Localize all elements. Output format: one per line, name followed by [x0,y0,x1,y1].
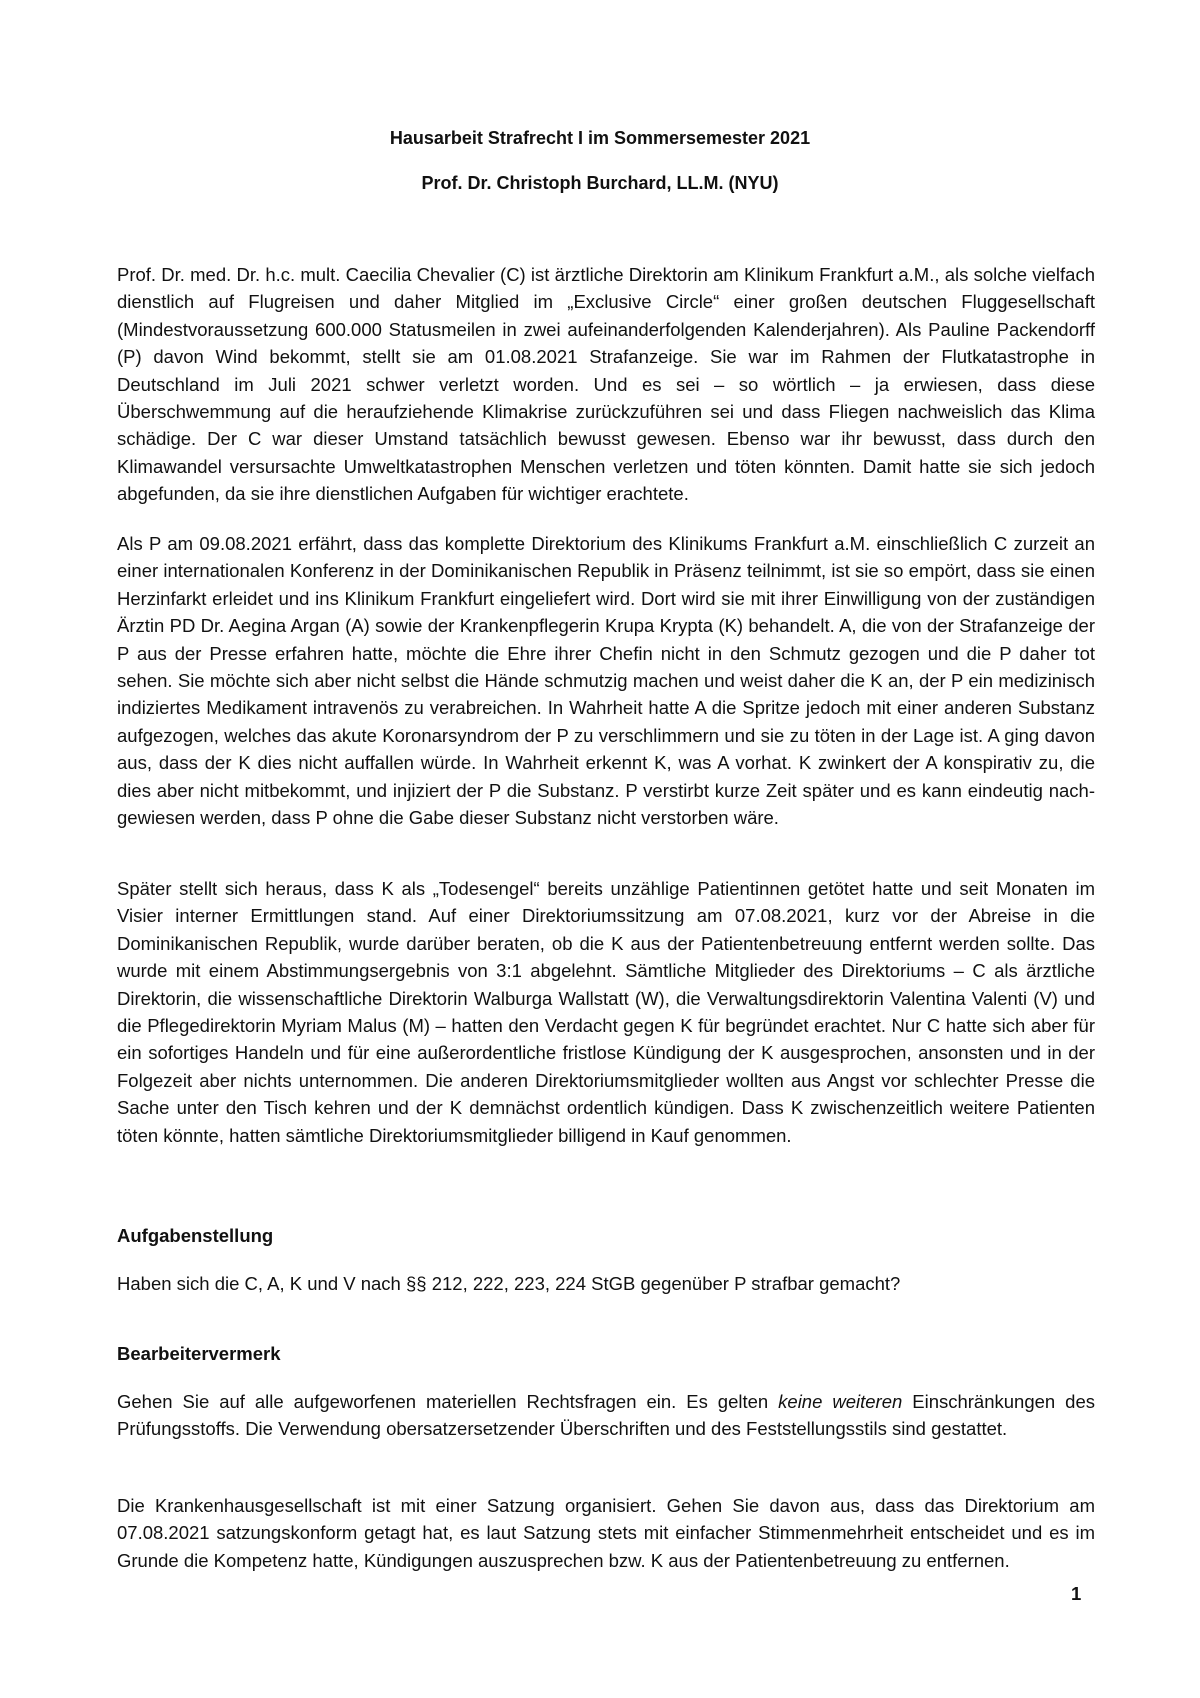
document-title: Hausarbeit Strafrecht I im Sommersemester 2021 [389,128,811,148]
page-number: 1 [1071,1583,1082,1604]
notes-paragraph-1 [117,1388,1095,1443]
notes-heading: Bearbeitervermerk [117,1343,281,1364]
case-paragraph-3: Später stellt sich heraus, dass K als „Todesengel“ bereits unzählige Patientinnen getötet hatte und seit Monaten im Visier interner Ermittlungen stand. Auf einer Direktoriumssitzung am 07.08.2021, kurz vor der Abreise in die Dominikanischen Republik, wurde darüber beraten, ob die K aus der Patientenbetreuung entfernt werden sollte. Das wurde mit einem Abstimmungsergebnis von 3:1 abgelehnt. Sämtliche Mitglieder des Direktoriums – C als ärztliche Direktorin, die wissenschaftliche Direktorin Walburga Wallstatt (W), die Verwaltungsdirektorin Valentina Valenti (V) und die Pflegedirektorin Myriam Malus (M) – hatten den Verdacht gegen K für begründet erachtet. Nur C hatte sich aber für ein sofortiges Handeln und für eine außerordentliche fristlose Kündigung der K ausgesprochen, ansonsten und in der Folgezeit aber nichts unternommen. Die anderen Direktoriumsmitglieder wollten aus Angst vor schlechter Presse die Sache unter den Tisch kehren und der K demnächst ordentlich kündigen. Dass K zwischenzeitlich weitere Patienten töten könnte, hatten sämtliche Direktoriumsmitglieder billigend in Kauf genommen. [117,878,1095,1146]
case-paragraph-1: Prof. Dr. med. Dr. h.c. mult. Caecilia Chevalier (C) ist ärztliche Direktorin am Klinikum Frankfurt a.M., als solche vielfach dienstlich auf Flugreisen und daher Mitglied im „Exclusive Circle“ einer großen deutschen Fluggesellschaft (Mindestvoraussetzung 600.000 Statusmeilen in zwei aufeinanderfolgenden Kalenderjahren). Als Pauline Packendorff (P) davon Wind bekommt, stellt sie am 01.08.2021 Strafanzeige. Sie war im Rahmen der Flutkatastrophe in Deutschland im Juli 2021 schwer verletzt worden. Und es sei – so wörtlich – ja erwiesen, dass diese Überschwemmung auf die heraufziehende Klimakrise zurückzuführen sei und dass Fliegen nachweislich das Klima schädige. Der C war dieser Umstand tatsächlich bewusst gewesen. Ebenso war ihr bewusst, dass durch den Klimawandel versursachte Umweltkatastrophen Menschen verletzen und töten könnten. Damit hatte sie sich jedoch abgefunden, da sie ihre dienstlichen Aufgaben für wichtiger erachtete. [117,264,1095,505]
case-paragraph-2: Als P am 09.08.2021 erfährt, dass das komplette Direktorium des Klinikums Frankfurt a.M. einschließlich C zurzeit an einer internationalen Konferenz in der Dominikanischen Republik in Präsenz teilnimmt, ist sie so empört, dass sie einen Herzinfarkt erleidet und ins Klinikum Frankfurt eingeliefert wird. Dort wird sie mit ihrer Einwilligung von der zuständigen Ärztin PD Dr. Aegina Argan (A) sowie der Krankenpflegerin Krupa Krypta (K) behandelt. A, die von der Strafanzeige der P aus der Presse erfahren hatte, möchte die Ehre ihrer Chefin nicht in den Schmutz gezogen und die P daher tot sehen. Sie möchte sich aber nicht selbst die Hände schmutzig machen und weist daher die K an, der P ein medizinisch indiziertes Medikament intravenös zu verabreichen. In Wahrheit hatte A die Spritze jedoch mit einer anderen Substanz aufgezogen, welches das akute Koronarsyndrom der P zu verschlimmern und sie zu töten in der Lage ist. A ging davon aus, dass der K dies nicht auffallen würde. In Wahrheit erkennt K, was A vorhat. K zwinkert der A konspirativ zu, die dies aber nicht mitbekommt, und injiziert der P die Substanz. P verstirbt kurze Zeit später und es kann eindeutig nachgewiesen werden, dass P ohne die Gabe dieser Substanz nicht verstorben wäre. [117,533,1095,829]
document-author: Prof. Dr. Christoph Burchard, LL.M. (NYU) [421,173,779,193]
notes-emphasis: keine weiteren [778,1391,903,1412]
notes-paragraph-2: Die Krankenhausgesellschaft ist mit einer Satzung organisiert. Gehen Sie davon aus, dass das Direktorium am 07.08.2021 satzungskonform getagt hat, es laut Satzung stets mit einfacher Stimmenmehrheit entscheidet und es im Grunde die Kompetenz hatte, Kündigungen auszusprechen bzw. K aus der Patientenbetreuung zu entfernen. [117,1495,1095,1571]
task-heading: Aufgabenstellung [117,1225,274,1246]
task-text: Haben sich die C, A, K und V nach §§ 212, 222, 223, 224 StGB gegenüber P strafbar gemacht? [117,1273,901,1294]
notes-paragraph-1-start: Gehen Sie auf alle aufgeworfenen materiellen Rechtsfragen ein. Es gelten [117,1391,779,1412]
notes-paragraph-1-end: Einschränkungen des Prüfungsstoffs. Die Verwendung obersatzersetzender Überschriften und des Feststellungsstils sind gestattet. [117,1391,1095,1440]
